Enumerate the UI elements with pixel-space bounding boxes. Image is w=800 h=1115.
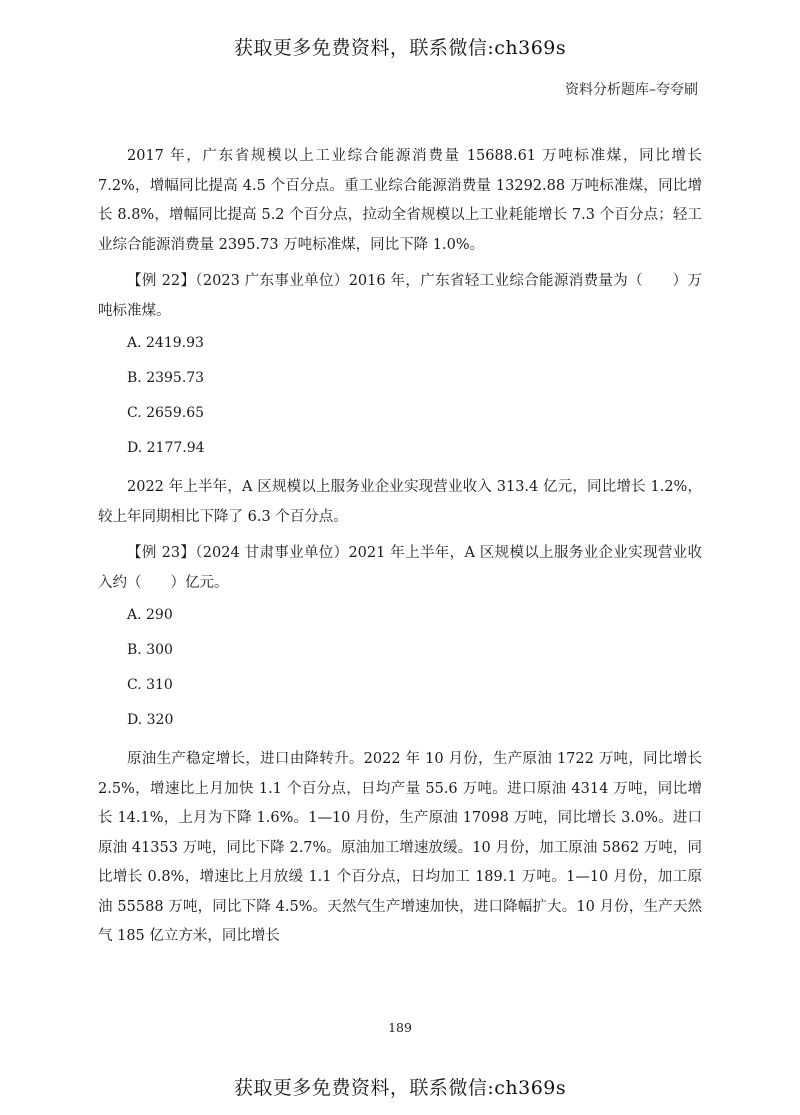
answer-option: D. 2177.94 xyxy=(127,440,205,456)
watermark-banner-top: 获取更多免费资料，联系微信:ch369s xyxy=(233,37,567,59)
paragraph: 2017 年，广东省规模以上工业综合能源消费量 15688.61 万吨标准煤，同比增长 7.2%，增幅同比提高 4.5 个百分点。重工业综合能源消费量 13292.88 万吨标准煤，同比增长 8.8%，增幅同比提高 5.2 个百分点，拉动全省规模以上工业耗能增长 7.3 个百分点；轻工业综合能源消费量 2395.73 万吨标准煤，同比下降 1.0%。 xyxy=(98,148,702,253)
paragraph: 2022 年上半年，A 区规模以上服务业企业实现营业收入 313.4 亿元，同比增长 1.2%，较上年同期相比下降了 6.3 个百分点。 xyxy=(98,479,702,525)
answer-option: C. 310 xyxy=(127,677,173,693)
page-body xyxy=(98,142,702,959)
answer-option: B. 300 xyxy=(127,642,173,658)
page-number: 189 xyxy=(388,1020,412,1035)
answer-option: C. 2659.65 xyxy=(127,405,205,421)
paragraph: 【例 23】（2024 甘肃事业单位）2021 年上半年，A 区规模以上服务业企业实现营业收入约（ ）亿元。 xyxy=(98,545,702,591)
answer-option: A. 2419.93 xyxy=(127,335,204,351)
paragraph: 【例 22】（2023 广东事业单位）2016 年，广东省轻工业综合能源消费量为（ ）万吨标准煤。 xyxy=(98,273,702,319)
paragraph: 原油生产稳定增长，进口由降转升。2022 年 10 月份，生产原油 1722 万吨，同比增长 2.5%，增速比上月加快 1.1 个百分点，日均产量 55.6 万吨。进口原油 4314 万吨，同比增长 14.1%，上月为下降 1.6%。1—10 月份，生产原油 17098 万吨，同比增长 3.0%。进口原油 41353 万吨，同比下降 2.7%。原油加工增速放缓。10 月份，加工原油 5862 万吨，同比增长 0.8%，增速比上月放缓 1.1 个百分点，日均加工 189.1 万吨。1—10 月份，加工原油 55588 万吨，同比下降 4.5%。天然气生产增速加快，进口降幅扩大。10 月份，生产天然气 185 亿立方米，同比增长 xyxy=(98,751,702,944)
answer-option: B. 2395.73 xyxy=(127,370,205,386)
answer-option: A. 290 xyxy=(127,607,173,623)
watermark-banner-bottom: 获取更多免费资料，联系微信:ch369s xyxy=(233,1077,567,1099)
running-header: 资料分析题库–夸夸刷 xyxy=(565,82,698,98)
answer-option: D. 320 xyxy=(127,712,174,728)
